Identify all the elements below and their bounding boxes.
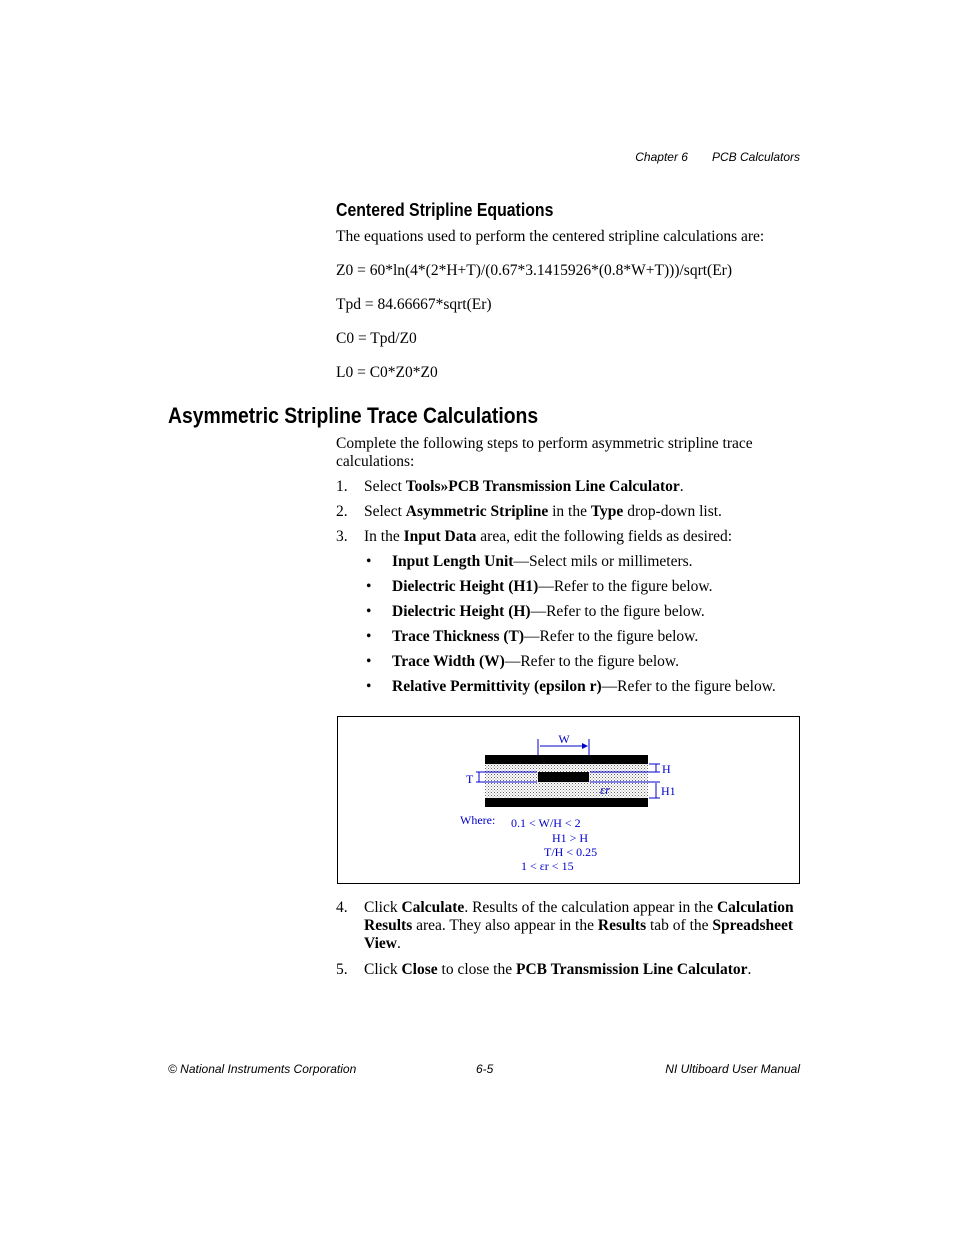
- equation-tpd: Tpd = 84.66667*sqrt(Er): [336, 296, 492, 313]
- top-ground-plane: [485, 755, 648, 764]
- centered-intro: The equations used to perform the centered stripline calculations are:: [336, 228, 765, 245]
- bullet-input-length-unit: Input Length Unit—Select mils or millimeters.: [392, 553, 693, 570]
- label-t: T: [466, 772, 474, 786]
- constraint-w-over-h: 0.1 < W/H < 2: [511, 816, 581, 830]
- section-heading-asymmetric: Asymmetric Stripline Trace Calculations: [168, 403, 539, 428]
- label-where: Where:: [460, 813, 496, 827]
- footer-manual-title: NI Ultiboard User Manual: [665, 1062, 800, 1076]
- bullet-marker: •: [366, 653, 372, 670]
- equation-c0: C0 = Tpd/Z0: [336, 330, 417, 347]
- footer-copyright: © National Instruments Corporation: [168, 1062, 357, 1076]
- step-3: In the Input Data area, edit the following fields as desired:: [364, 528, 733, 545]
- footer-page-number: 6-5: [476, 1062, 494, 1076]
- signal-trace: [538, 772, 589, 782]
- constraint-h1-greater-h: H1 > H: [552, 831, 589, 845]
- step-number-4: 4.: [336, 899, 348, 916]
- label-h1: H1: [661, 784, 676, 798]
- step-2: Select Asymmetric Stripline in the Type drop-down list.: [364, 503, 722, 520]
- label-h: H: [662, 762, 671, 776]
- bullet-dielectric-height-h1: Dielectric Height (H1)—Refer to the figure below.: [392, 578, 713, 595]
- header-title: PCB Calculators: [711, 150, 800, 164]
- step-number-3: 3.: [336, 528, 348, 545]
- bullet-trace-thickness: Trace Thickness (T)—Refer to the figure below.: [392, 628, 699, 645]
- bullet-marker: •: [366, 603, 372, 620]
- step-1: Select Tools»PCB Transmission Line Calculator.: [364, 478, 684, 495]
- bullet-marker: •: [366, 678, 372, 695]
- asymmetric-stripline-diagram: [338, 717, 799, 883]
- constraint-epsilon-range: 1 < εr < 15: [521, 859, 574, 873]
- running-header: [635, 150, 800, 164]
- bullet-trace-width: Trace Width (W)—Refer to the figure below.: [392, 653, 679, 670]
- bullet-relative-permittivity: Relative Permittivity (epsilon r)—Refer to the figure below.: [392, 678, 776, 695]
- step-number-1: 1.: [336, 478, 348, 495]
- bullet-marker: •: [366, 628, 372, 645]
- step-5: Click Close to close the PCB Transmission Line Calculator.: [364, 961, 752, 978]
- equation-l0: L0 = C0*Z0*Z0: [336, 364, 438, 381]
- header-chapter: Chapter 6: [635, 150, 688, 164]
- section-heading-centered: Centered Stripline Equations: [336, 200, 554, 220]
- bottom-ground-plane: [485, 798, 648, 807]
- bullet-marker: •: [366, 553, 372, 570]
- label-epsilon-r: εr: [600, 782, 611, 797]
- bullet-dielectric-height-h: Dielectric Height (H)—Refer to the figure below.: [392, 603, 705, 620]
- step-number-5: 5.: [336, 961, 348, 978]
- step-4: Click Calculate. Results of the calculation appear in the Calculation Results area. They also appear in the Results tab of the Spreadsheet View.: [364, 899, 794, 952]
- asymmetric-intro: Complete the following steps to perform asymmetric stripline trace calculations:: [336, 435, 753, 470]
- equation-z0: Z0 = 60*ln(4*(2*H+T)/(0.67*3.1415926*(0.8*W+T)))/sqrt(Er): [336, 262, 732, 279]
- label-w: W: [558, 732, 570, 746]
- step-number-2: 2.: [336, 503, 348, 520]
- stripline-figure: [337, 716, 800, 884]
- bullet-marker: •: [366, 578, 372, 595]
- constraint-t-over-h: T/H < 0.25: [544, 845, 598, 859]
